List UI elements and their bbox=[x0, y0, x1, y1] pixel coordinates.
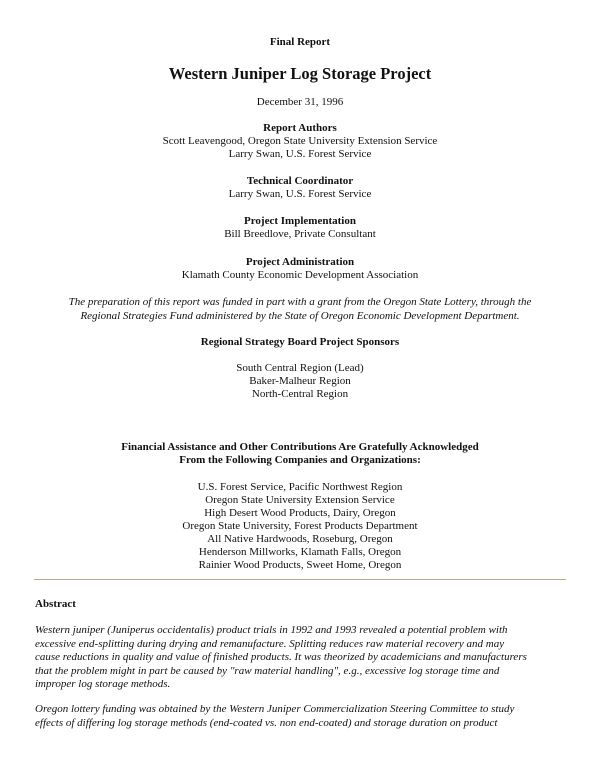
funding-note-line: The preparation of this report was funded in part with a grant from the Oregon State Lottery, through the bbox=[68, 296, 532, 308]
funding-note bbox=[30, 296, 570, 323]
acknowledgements-heading-line: Financial Assistance and Other Contributions Are Gratefully Acknowledged bbox=[121, 441, 479, 453]
acknowledgements-list bbox=[0, 481, 600, 572]
abstract-line: excessive end-splitting during drying and remanufacture. Splitting reduces raw material recovery and may bbox=[35, 637, 505, 650]
author-line: Larry Swan, U.S. Forest Service bbox=[228, 148, 372, 160]
project-administration-heading: Project Administration bbox=[245, 256, 355, 268]
project-implementation-heading: Project Implementation bbox=[244, 215, 356, 227]
page-title: Western Juniper Log Storage Project bbox=[168, 64, 432, 83]
sponsor-item: North-Central Region bbox=[251, 388, 349, 400]
funding-note-line: Regional Strategies Fund administered by the State of Oregon Economic Development Department. bbox=[80, 309, 520, 322]
abstract-paragraph-1 bbox=[35, 624, 567, 692]
abstract-heading: Abstract bbox=[35, 598, 76, 610]
technical-coordinator-name: Larry Swan, U.S. Forest Service bbox=[228, 188, 372, 200]
acknowledgement-item: All Native Hardwoods, Roseburg, Oregon bbox=[207, 533, 393, 545]
report-authors-section bbox=[0, 122, 600, 161]
acknowledgement-item: Oregon State University, Forest Products Department bbox=[182, 520, 418, 532]
report-date: December 31, 1996 bbox=[256, 96, 344, 108]
technical-coordinator-heading: Technical Coordinator bbox=[246, 175, 354, 187]
report-label: Final Report bbox=[269, 36, 331, 48]
technical-coordinator-section bbox=[0, 175, 600, 201]
acknowledgement-item: Rainier Wood Products, Sweet Home, Oregon bbox=[198, 559, 402, 571]
project-implementation-name: Bill Breedlove, Private Consultant bbox=[224, 228, 376, 240]
author-line: Scott Leavengood, Oregon State University Extension Service bbox=[162, 135, 438, 147]
project-implementation-section bbox=[0, 215, 600, 241]
project-administration-section bbox=[0, 256, 600, 282]
sponsors-list bbox=[0, 362, 600, 401]
acknowledgement-item: Oregon State University Extension Service bbox=[205, 494, 395, 506]
sponsor-item: South Central Region (Lead) bbox=[236, 362, 364, 374]
acknowledgement-item: U.S. Forest Service, Pacific Northwest Region bbox=[197, 481, 403, 493]
abstract-line: that the problem might in part be caused by "raw material handling", e.g., excessive log storage time and bbox=[35, 664, 500, 677]
acknowledgement-item: Henderson Millworks, Klamath Falls, Oregon bbox=[198, 546, 402, 558]
abstract-line: Western juniper (Juniperus occidentalis) product trials in 1992 and 1993 revealed a potential problem with bbox=[35, 624, 508, 636]
project-administration-name: Klamath County Economic Development Association bbox=[181, 269, 419, 281]
abstract-line: improper log storage methods. bbox=[35, 678, 171, 690]
acknowledgements-heading bbox=[0, 441, 600, 467]
abstract-line: effects of differing log storage methods (end-coated vs. non end-coated) and storage duration on product bbox=[35, 716, 498, 729]
sponsors-heading: Regional Strategy Board Project Sponsors bbox=[200, 336, 400, 348]
abstract-line: cause reductions in quality and value of finished products. It was theorized by academicians and manufacturers bbox=[35, 651, 527, 663]
abstract-line: Oregon lottery funding was obtained by the Western Juniper Commercialization Steering Committee to study bbox=[35, 703, 515, 715]
acknowledgements-heading-line: From the Following Companies and Organizations: bbox=[179, 454, 421, 466]
acknowledgement-item: High Desert Wood Products, Dairy, Oregon bbox=[204, 507, 396, 519]
section-divider bbox=[34, 579, 566, 580]
sponsor-item: Baker-Malheur Region bbox=[249, 375, 351, 387]
report-authors-heading: Report Authors bbox=[263, 122, 337, 134]
abstract-paragraph-2 bbox=[35, 703, 567, 730]
